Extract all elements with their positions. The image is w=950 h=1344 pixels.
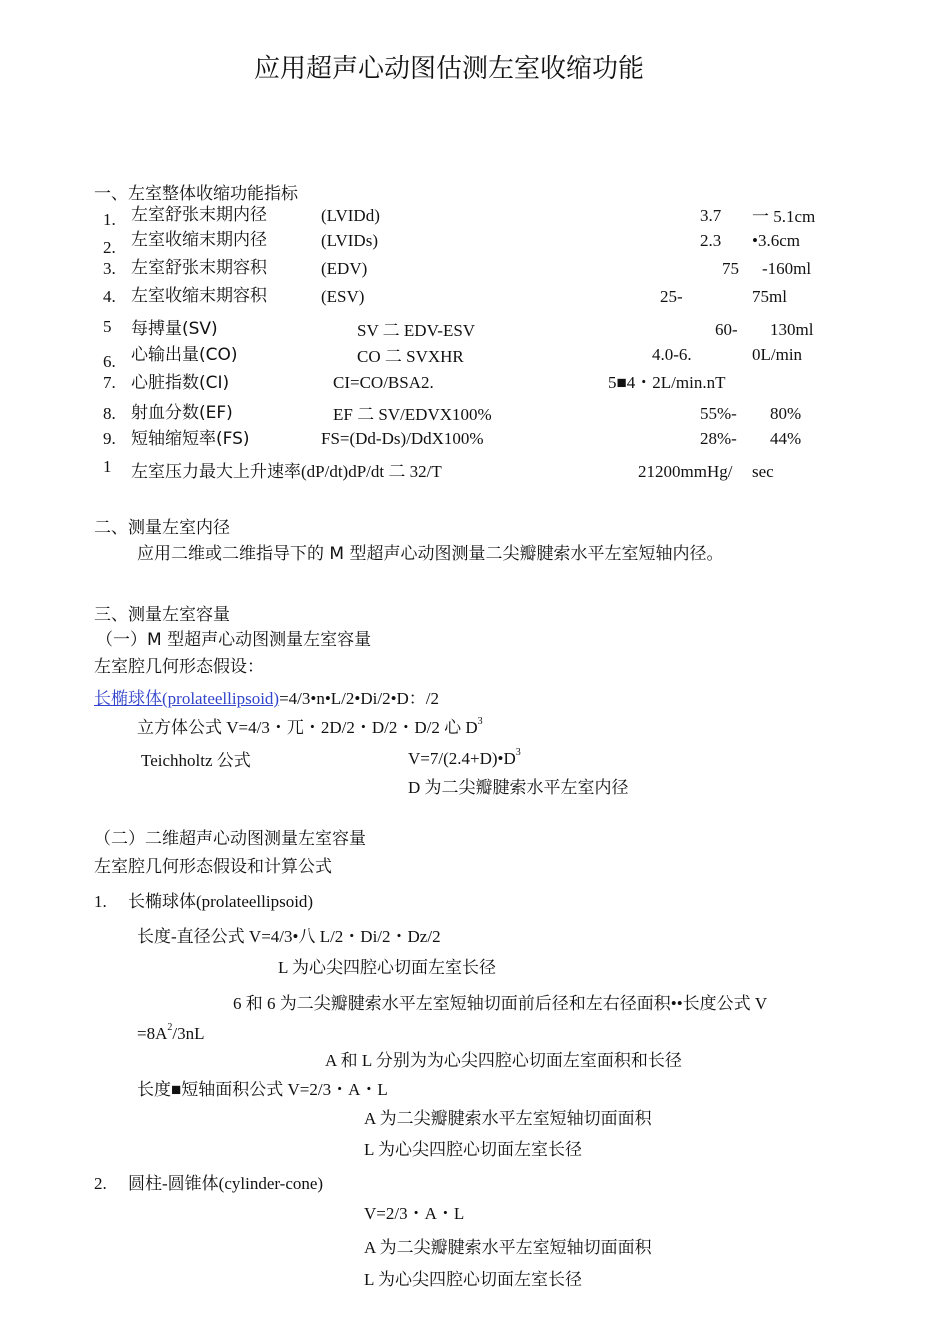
length-area-note-1: A 为二尖瓣腱索水平左室短轴切面面积 — [364, 1109, 652, 1128]
row-range-end: 75ml — [752, 287, 787, 306]
row-range-end: 0L/min — [752, 345, 803, 364]
row-range-start: 21200mmHg/ — [638, 462, 733, 481]
row-formula: (LVIDd) — [321, 206, 380, 225]
cube-exponent: 3 — [477, 716, 483, 727]
length-diameter-formula: 长度-直径公式 V=4/3•八 L/2・Di/2・Dz/2 — [137, 927, 441, 946]
row-number: 1. — [103, 210, 116, 229]
geometry-assumption: 左室腔几何形态假设： — [94, 657, 264, 677]
row-range-end: sec — [752, 462, 774, 481]
area-length-formula — [137, 1022, 205, 1043]
item-1-number: 1. — [94, 892, 107, 911]
row-range-start: 4.0-6. — [652, 345, 692, 364]
row-formula: (EDV) — [321, 259, 368, 278]
row-range-end: •3.6cm — [752, 231, 800, 250]
section-1-heading: 一、左室整体收缩功能指标 — [94, 184, 298, 204]
row-label: 心输出量(CO) — [131, 345, 238, 365]
geometry-formula-intro: 左室腔几何形态假设和计算公式 — [94, 857, 332, 877]
row-number: 1 — [103, 457, 112, 476]
row-formula: SV 二 EDV-ESV — [357, 321, 476, 340]
row-label: 左室舒张末期内径 — [131, 205, 267, 225]
row-number: 4. — [103, 287, 116, 306]
row-range-start: 60- — [715, 320, 738, 339]
area-formula-exponent: 2 — [167, 1022, 173, 1033]
row-range-start: 3.7 — [700, 206, 722, 225]
cylinder-note-1: A 为二尖瓣腱索水平左室短轴切面面积 — [364, 1238, 652, 1257]
row-number: 2. — [103, 238, 116, 257]
row-number: 9. — [103, 429, 116, 448]
row-range-end: 一 5.1cm — [752, 207, 816, 226]
row-number: 5 — [103, 317, 112, 336]
row-formula: EF 二 SV/EDVX100% — [333, 405, 492, 424]
subsection-2-heading: （二）二维超声心动图测量左室容量 — [94, 829, 366, 849]
row-range-start: 5■4・2L/min.nT — [608, 373, 726, 392]
row-range-start: 2.3 — [700, 231, 722, 250]
row-label: 左室收缩末期内径 — [131, 230, 267, 250]
item-1-title: 长椭球体(prolateellipsoid) — [128, 892, 314, 911]
teichholtz-note: D 为二尖瓣腱索水平左室内径 — [408, 778, 629, 797]
row-label: 每搏量(SV) — [131, 319, 218, 339]
row-formula: CO 二 SVXHR — [357, 347, 464, 366]
area-length-note: 6 和 6 为二尖瓣腱索水平左室短轴切面前后径和左右径面积••长度公式 V — [233, 994, 768, 1013]
row-number: 7. — [103, 373, 116, 392]
row-label: 左室舒张末期容积 — [131, 258, 267, 278]
row-label: 心脏指数(CI) — [131, 373, 230, 393]
ellipsoid-formula: =4/3•n•L/2•Di/2•D：/2 — [279, 689, 440, 708]
row-number: 3. — [103, 259, 116, 278]
section-2-text: 应用二维或二维指导下的 M 型超声心动图测量二尖瓣腱索水平左室短轴内径。 — [137, 544, 724, 564]
row-number: 6. — [103, 352, 116, 371]
subsection-1-heading: （一）M 型超声心动图测量左室容量 — [96, 630, 372, 650]
teichholtz-formula — [408, 747, 521, 768]
row-range-end: 80% — [770, 404, 802, 423]
page-title: 应用超声心动图估测左室收缩功能 — [254, 54, 645, 84]
row-range-start: 75 — [722, 259, 739, 278]
row-range-end: 44% — [770, 429, 802, 448]
item-2-number: 2. — [94, 1174, 107, 1193]
row-range-start: 25- — [660, 287, 683, 306]
row-range-start: 28%- — [700, 429, 737, 448]
row-formula: (ESV) — [321, 287, 365, 306]
row-range-end: -160ml — [762, 259, 812, 278]
area-formula-part-b: /3nL — [172, 1024, 205, 1043]
row-label: 左室收缩末期容积 — [131, 286, 267, 306]
length-area-formula: 长度■短轴面积公式 V=2/3・A・L — [137, 1080, 388, 1099]
ellipsoid-link[interactable]: 长椭球体(prolateellipsoid) — [94, 689, 280, 708]
row-number: 8. — [103, 404, 116, 423]
row-label: 短轴缩短率(FS) — [131, 429, 250, 449]
ellipsoid-formula-line — [94, 690, 439, 707]
row-range-start: 55%- — [700, 404, 737, 423]
area-length-note-2: A 和 L 分别为为心尖四腔心切面左室面积和长径 — [325, 1051, 682, 1070]
teichholtz-label: Teichholtz 公式 — [141, 751, 251, 770]
row-formula: (LVIDs) — [321, 231, 378, 250]
cylinder-formula: V=2/3・A・L — [364, 1204, 465, 1223]
cube-formula — [137, 716, 483, 737]
row-formula: FS=(Dd-Ds)/DdX100% — [321, 429, 484, 448]
row-label: 左室压力最大上升速率(dP/dt)dP/dt 二 32/T — [131, 462, 442, 481]
length-diameter-note: L 为心尖四腔心切面左室长径 — [278, 958, 497, 977]
item-2-title: 圆柱-圆锥体(cylinder-cone) — [128, 1174, 324, 1193]
length-area-note-2: L 为心尖四腔心切面左室长径 — [364, 1140, 583, 1159]
area-formula-part-a: =8A — [137, 1024, 168, 1043]
section-2-heading: 二、测量左室内径 — [94, 518, 230, 538]
row-formula: CI=CO/BSA2. — [333, 373, 434, 392]
section-3-heading: 三、测量左室容量 — [94, 605, 230, 625]
row-label: 射血分数(EF) — [131, 403, 233, 423]
teichholtz-exponent: 3 — [515, 747, 521, 758]
teichholtz-formula-text: V=7/(2.4+D)•D — [408, 749, 516, 768]
row-range-end: 130ml — [770, 320, 814, 339]
cylinder-note-2: L 为心尖四腔心切面左室长径 — [364, 1270, 583, 1289]
cube-formula-text: 立方体公式 V=4/3・兀・2D/2・D/2・D/2 心 D — [137, 718, 478, 737]
